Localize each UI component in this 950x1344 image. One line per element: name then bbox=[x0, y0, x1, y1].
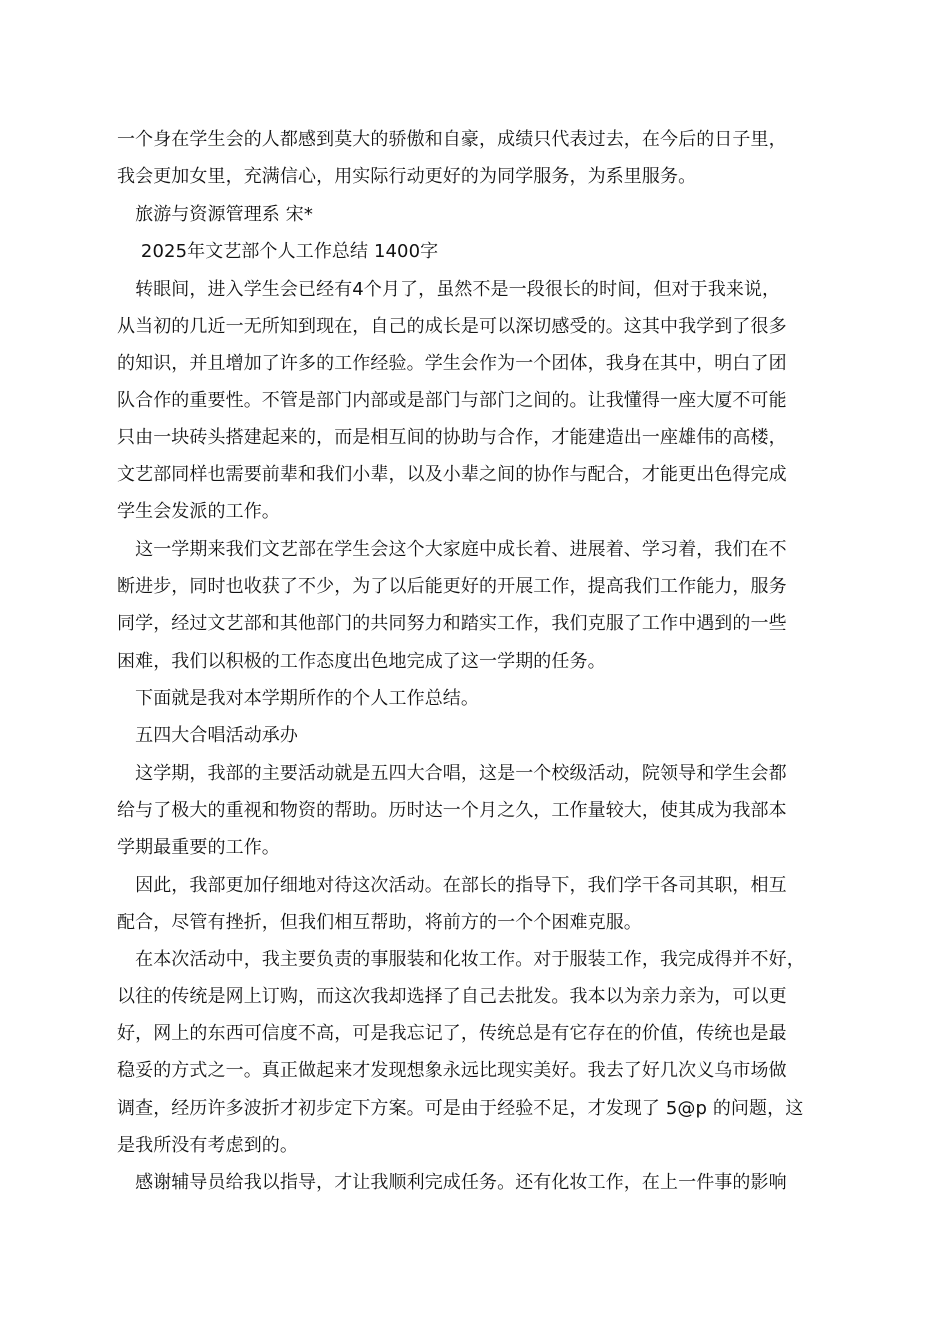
text-line: 因此，我部更加仔细地对待这次活动。在部长的指导下，我们学干各司其职，相互 bbox=[117, 875, 787, 896]
text-line: 的知识，并且增加了许多的工作经验。学生会作为一个团体，我身在其中，明白了团 bbox=[117, 353, 787, 374]
text-line: 好，网上的东西可信度不高，可是我忘记了，传统总是有它存在的价值，传统也是最 bbox=[117, 1023, 787, 1044]
author-line: 旅游与资源管理系 宋* bbox=[117, 204, 313, 225]
text-line: 配合，尽管有挫折，但我们相互帮助，将前方的一个个困难克服。 bbox=[117, 912, 642, 933]
text-line: 一个身在学生会的人都感到莫大的骄傲和自豪，成绩只代表过去，在今后的日子里， bbox=[117, 129, 787, 150]
text-line: 学生会发派的工作。 bbox=[117, 501, 280, 522]
text-line: 队合作的重要性。不管是部门内部或是部门与部门之间的。让我懂得一座大厦不可能 bbox=[117, 390, 787, 411]
text-line: 转眼间，进入学生会已经有4个月了，虽然不是一段很长的时间，但对于我来说， bbox=[117, 279, 781, 300]
text-line: 给与了极大的重视和物资的帮助。历时达一个月之久，工作量较大，使其成为我部本 bbox=[117, 800, 787, 821]
text-line: 文艺部同样也需要前辈和我们小辈，以及小辈之间的协作与配合，才能更出色得完成 bbox=[117, 464, 787, 485]
text-line: 同学，经过文艺部和其他部门的共同努力和踏实工作，我们克服了工作中遇到的一些 bbox=[117, 613, 787, 634]
text-line: 只由一块砖头搭建起来的，而是相互间的协助与合作，才能建造出一座雄伟的高楼， bbox=[117, 427, 787, 448]
text-line: 是我所没有考虑到的。 bbox=[117, 1135, 298, 1156]
text-line: 我会更加女里，充满信心，用实际行动更好的为同学服务，为系里服务。 bbox=[117, 166, 697, 187]
text-line: 在本次活动中，我主要负责的事服装和化妆工作。对于服装工作，我完成得并不好， bbox=[117, 949, 805, 970]
text-line: 学期最重要的工作。 bbox=[117, 837, 280, 858]
text-line: 下面就是我对本学期所作的个人工作总结。 bbox=[117, 688, 479, 709]
subheading: 五四大合唱活动承办 bbox=[117, 725, 298, 746]
text-line: 稳妥的方式之一。真正做起来才发现想象永远比现实美好。我去了好几次义乌市场做 bbox=[117, 1060, 787, 1081]
text-line: 从当初的几近一无所知到现在，自己的成长是可以深切感受的。这其中我学到了很多 bbox=[117, 316, 787, 337]
text-line: 以往的传统是网上订购，而这次我却选择了自己去批发。我本以为亲力亲为，可以更 bbox=[117, 986, 787, 1007]
text-line: 这一学期来我们文艺部在学生会这个大家庭中成长着、进展着、学习着，我们在不 bbox=[117, 539, 787, 560]
text-line: 感谢辅导员给我以指导，才让我顺利完成任务。还有化妆工作，在上一件事的影响 bbox=[117, 1172, 787, 1193]
text-line: 困难，我们以积极的工作态度出色地完成了这一学期的任务。 bbox=[117, 651, 606, 672]
section-title: 2025年文艺部个人工作总结 1400字 bbox=[117, 241, 439, 262]
text-line: 断进步，同时也收获了不少，为了以后能更好的开展工作，提高我们工作能力，服务 bbox=[117, 576, 787, 597]
text-line: 这学期，我部的主要活动就是五四大合唱，这是一个校级活动，院领导和学生会都 bbox=[117, 763, 787, 784]
text-line: 调查，经历许多波折才初步定下方案。可是由于经验不足，才发现了 5@p 的问题，这 bbox=[117, 1098, 804, 1119]
